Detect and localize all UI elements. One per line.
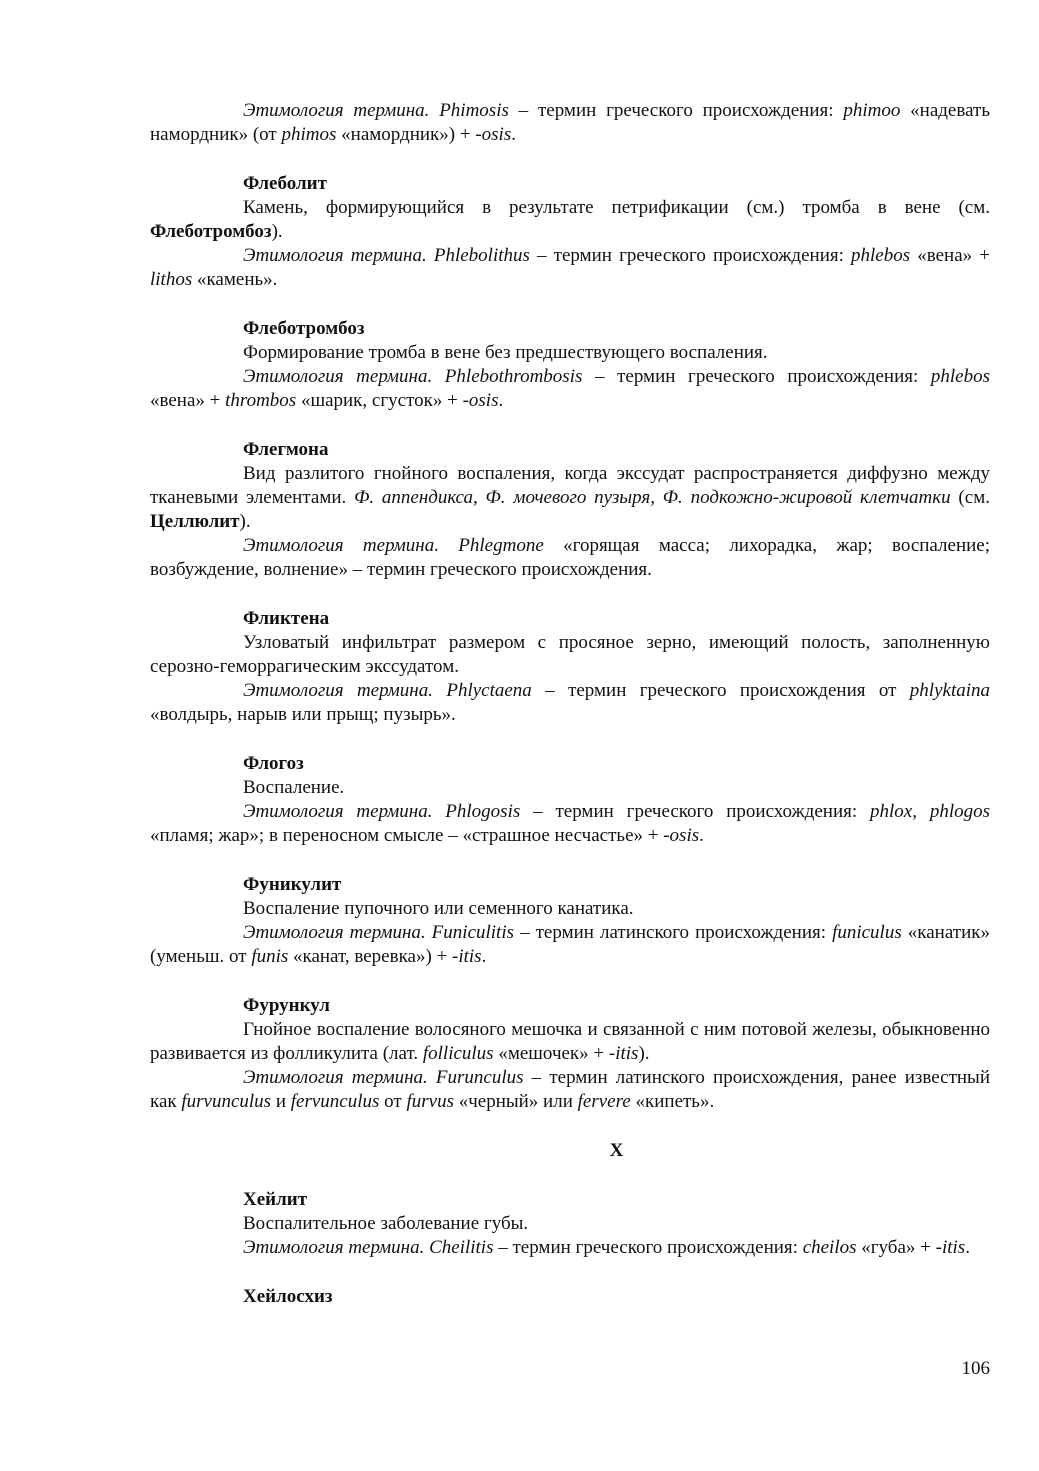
text-run: phimoo <box>843 100 901 121</box>
text-run: «надевать намордник» (от <box>150 100 990 145</box>
text-run: furvunculus <box>181 1091 272 1112</box>
text-run: -osis <box>475 124 512 145</box>
text-run: Этимология термина. Funiculitis <box>243 922 515 943</box>
text-run: «шарик, сгусток» + <box>296 390 463 411</box>
text-run: «мешочек» + <box>493 1043 609 1064</box>
text-run: -osis <box>663 825 700 846</box>
text-run: -itis <box>608 1043 639 1064</box>
section-letter: Х <box>609 1140 624 1161</box>
text-run: от <box>379 1091 407 1112</box>
definition-paragraph <box>150 462 990 534</box>
text-run: thrombos <box>225 390 297 411</box>
etymology-paragraph <box>150 921 990 969</box>
term-heading: Флеболит <box>243 173 327 194</box>
text-run: Узловатый инфильтрат размером с просяное зерно, имеющий полость, заполненную серозно-геморрагическим экссудатом. <box>150 632 990 677</box>
text-run: . <box>481 946 487 967</box>
text-run: phlyktaina <box>909 680 990 701</box>
text-run: Гнойное воспаление волосяного мешочка и связанной с ним потовой железы, обыкновенно развивается из фолликулита (лат. <box>150 1019 990 1064</box>
text-run: Этимология термина. Phlegmone <box>243 535 544 556</box>
text-run: fervunculus <box>290 1091 380 1112</box>
text-run: Этимология термина. Phimosis <box>243 100 509 121</box>
text-run: ). <box>638 1043 650 1064</box>
text-run: «черный» или <box>453 1091 578 1112</box>
text-run: Этимология термина. Phlogosis <box>243 801 521 822</box>
page-body <box>150 99 990 1309</box>
etymology-paragraph <box>150 244 990 292</box>
text-run: «губа» + <box>856 1237 936 1258</box>
etymology-paragraph <box>150 679 990 727</box>
text-run: Вид разлитого гнойного воспаления, когда экссудат распространяется диффузно между тканевыми элементами. <box>150 463 990 508</box>
text-run: Этимология термина. Cheilitis <box>243 1237 494 1258</box>
text-run: Камень, формирующийся в результате петрификации (см.) тромба в вене (см. <box>243 197 990 218</box>
term-heading: Хейлит <box>243 1189 308 1210</box>
etymology-paragraph <box>150 1066 990 1114</box>
text-run: ). <box>239 511 251 532</box>
text-run: и <box>271 1091 291 1112</box>
text-run: «камень». <box>192 269 278 290</box>
text-run: – термин греческого происхождения: <box>582 366 931 387</box>
text-run: – термин греческого происхождения: <box>493 1237 803 1258</box>
page-number: 106 <box>961 1358 990 1379</box>
etymology-paragraph <box>150 99 990 147</box>
text-run: -itis <box>452 946 482 967</box>
definition-paragraph <box>150 897 990 921</box>
text-run: . <box>498 390 504 411</box>
text-run: «канатик» (уменьш. от <box>150 922 990 967</box>
etymology-paragraph <box>150 800 990 848</box>
text-run: «вена» + <box>910 245 990 266</box>
etymology-paragraph <box>150 365 990 413</box>
term-heading: Хейлосхиз <box>243 1286 333 1307</box>
text-run: funis <box>251 946 289 967</box>
text-run: Этимология термина. Phlyctaena <box>243 680 532 701</box>
text-run: Формирование тромба в вене без предшествующего воспаления. <box>243 342 768 363</box>
text-run: ). <box>271 221 283 242</box>
definition-paragraph <box>150 1018 990 1066</box>
text-run: «волдырь, нарыв или прыщ; пузырь». <box>150 704 456 725</box>
etymology-paragraph <box>150 1236 990 1260</box>
text-run: phlox, phlogos <box>870 801 990 822</box>
text-run: (см. <box>950 487 990 508</box>
text-run: – термин греческого происхождения: <box>508 100 844 121</box>
text-run: phlebos <box>851 245 911 266</box>
text-run: funiculus <box>832 922 902 943</box>
text-run: «горящая масса; лихорадка, жар; воспаление; возбуждение, волнение» – термин греческого происхождения. <box>150 535 990 580</box>
text-run: Этимология термина. Phlebolithus <box>243 245 530 266</box>
text-run: «вена» + <box>150 390 226 411</box>
text-run: Этимология термина. Phlebothrombosis <box>243 366 583 387</box>
text-run: phlebos <box>930 366 990 387</box>
text-run: – термин греческого происхождения от <box>531 680 910 701</box>
text-run: lithos <box>150 269 193 290</box>
text-run: Воспаление пупочного или семенного канатика. <box>243 898 634 919</box>
term-heading: Флегмона <box>243 439 329 460</box>
text-run: – термин латинского происхождения: <box>514 922 833 943</box>
definition-paragraph <box>150 776 990 800</box>
term-heading: Флогоз <box>243 753 304 774</box>
text-run: folliculus <box>422 1043 494 1064</box>
text-run: phimos <box>281 124 337 145</box>
etymology-paragraph <box>150 534 990 582</box>
text-run: fervere <box>577 1091 631 1112</box>
definition-paragraph <box>150 341 990 365</box>
text-run: furvus <box>406 1091 454 1112</box>
term-heading: Фуникулит <box>243 874 342 895</box>
definition-paragraph <box>150 196 990 244</box>
text-run: – термин греческого происхождения: <box>529 245 852 266</box>
text-run: Ф. аппендикса, Ф. мочевого пузыря, Ф. подкожно-жировой клетчатки <box>354 487 951 508</box>
term-heading: Флеботромбоз <box>243 318 365 339</box>
text-run: «канат, веревка») + <box>288 946 452 967</box>
text-run: -itis <box>935 1237 966 1258</box>
text-run: – термин греческого происхождения: <box>520 801 870 822</box>
text-run: Этимология термина. Furunculus <box>243 1067 524 1088</box>
text-run: Воспалительное заболевание губы. <box>243 1213 529 1234</box>
text-run: Воспаление. <box>243 777 345 798</box>
text-run: . <box>699 825 704 846</box>
text-run: Целлюлит <box>150 511 240 532</box>
definition-paragraph <box>150 631 990 679</box>
term-heading: Фурункул <box>243 995 330 1016</box>
text-run: . <box>965 1237 970 1258</box>
text-run: Флеботромбоз <box>150 221 272 242</box>
term-heading: Фликтена <box>243 608 330 629</box>
text-run: «пламя; жар»; в переносном смысле – «страшное несчастье» + <box>150 825 664 846</box>
text-run: . <box>511 124 516 145</box>
text-run: «намордник») + <box>336 124 476 145</box>
text-run: cheilos <box>802 1237 857 1258</box>
text-run: – термин латинского происхождения, ранее известный как <box>150 1067 990 1112</box>
text-run: «кипеть». <box>630 1091 715 1112</box>
definition-paragraph <box>150 1212 990 1236</box>
text-run: -osis <box>462 390 499 411</box>
